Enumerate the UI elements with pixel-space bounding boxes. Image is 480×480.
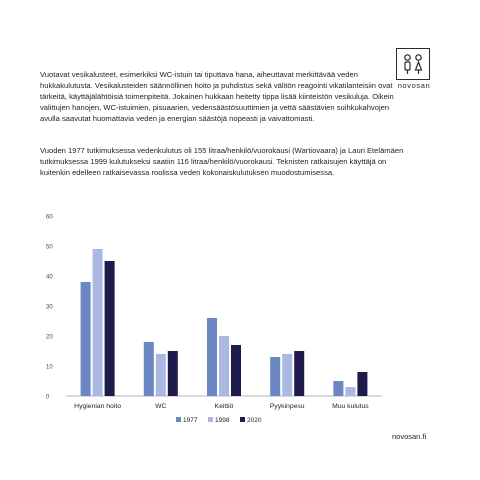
bar-2020 xyxy=(105,261,115,396)
legend-label-2020: 2020 xyxy=(247,417,262,424)
x-category-label: Keittiö xyxy=(214,403,234,410)
legend-label-1998: 1998 xyxy=(215,417,230,424)
bar-1998 xyxy=(156,354,166,396)
y-tick-label: 50 xyxy=(46,244,53,251)
x-category-label: WC xyxy=(155,403,167,410)
bar-1977 xyxy=(270,357,280,396)
y-tick-label: 40 xyxy=(46,274,53,281)
x-category-label: Hygienian hoito xyxy=(74,403,122,410)
bar-1998 xyxy=(219,336,229,396)
bar-1977 xyxy=(207,318,217,396)
bar-1977 xyxy=(144,342,154,396)
legend-swatch-1998 xyxy=(208,417,213,422)
y-tick-label: 60 xyxy=(46,214,53,221)
bar-2020 xyxy=(294,351,304,396)
bar-2020 xyxy=(357,372,367,396)
bar-2020 xyxy=(168,351,178,396)
x-category-label: Pyykinpesu xyxy=(269,403,305,410)
x-category-label: Muu kulutus xyxy=(332,403,369,410)
bar-1977 xyxy=(81,282,91,396)
bar-2020 xyxy=(231,345,241,396)
logo-text: novosan xyxy=(397,81,431,90)
y-tick-label: 10 xyxy=(46,364,53,371)
y-tick-label: 0 xyxy=(46,394,50,401)
study-paragraph: Vuoden 1977 tutkimuksessa vedenkulutus oli 155 litraa/henkilö/vuorokausi (Wartiovaara) ja Lauri Etelämäen tutkimuksessa 1999 kulutukseksi saatiin 116 litraa/henkilö/vuorokausi. Teknisten ratkaisujen käyttäjä on kuitenkin edelleen ratkaisevassa roolissa veden kokonaiskulutuksen muodostumisessa. xyxy=(40,146,404,177)
bar-1998 xyxy=(345,387,355,396)
y-tick-label: 20 xyxy=(46,334,53,341)
footer-url[interactable]: novosan.fi xyxy=(392,432,427,441)
y-tick-label: 30 xyxy=(46,304,53,311)
legend-label-1977: 1977 xyxy=(183,417,198,424)
legend-swatch-2020 xyxy=(240,417,245,422)
bar-1998 xyxy=(282,354,292,396)
intro-paragraph: Vuotavat vesikalusteet, esimerkiksi WC-istuin tai tiputtava hana, aiheuttavat merkittävää veden hukkakulutusta. Vesikalusteiden säännöllinen hoito ja puhdistus sekä välitön reagointi vikatilanteisiin ovat tärkeitä, käyttäjälähtöisiä toimenpiteitä. Jokainen hukkaan heitetty tippa lisää kiinteistön vesikuluja. Oikein valittujen hanojen, WC-istuimien, pisuaarien, vedensäästösuuttimien ja vettä säästävien suihkukahvojen avulla saavutat huomattavia veden ja energian säästöjä nopeasti ja vaivattomasti. xyxy=(40,70,394,123)
bar-1998 xyxy=(93,249,103,396)
bar-1977 xyxy=(333,381,343,396)
legend-swatch-1977 xyxy=(176,417,181,422)
